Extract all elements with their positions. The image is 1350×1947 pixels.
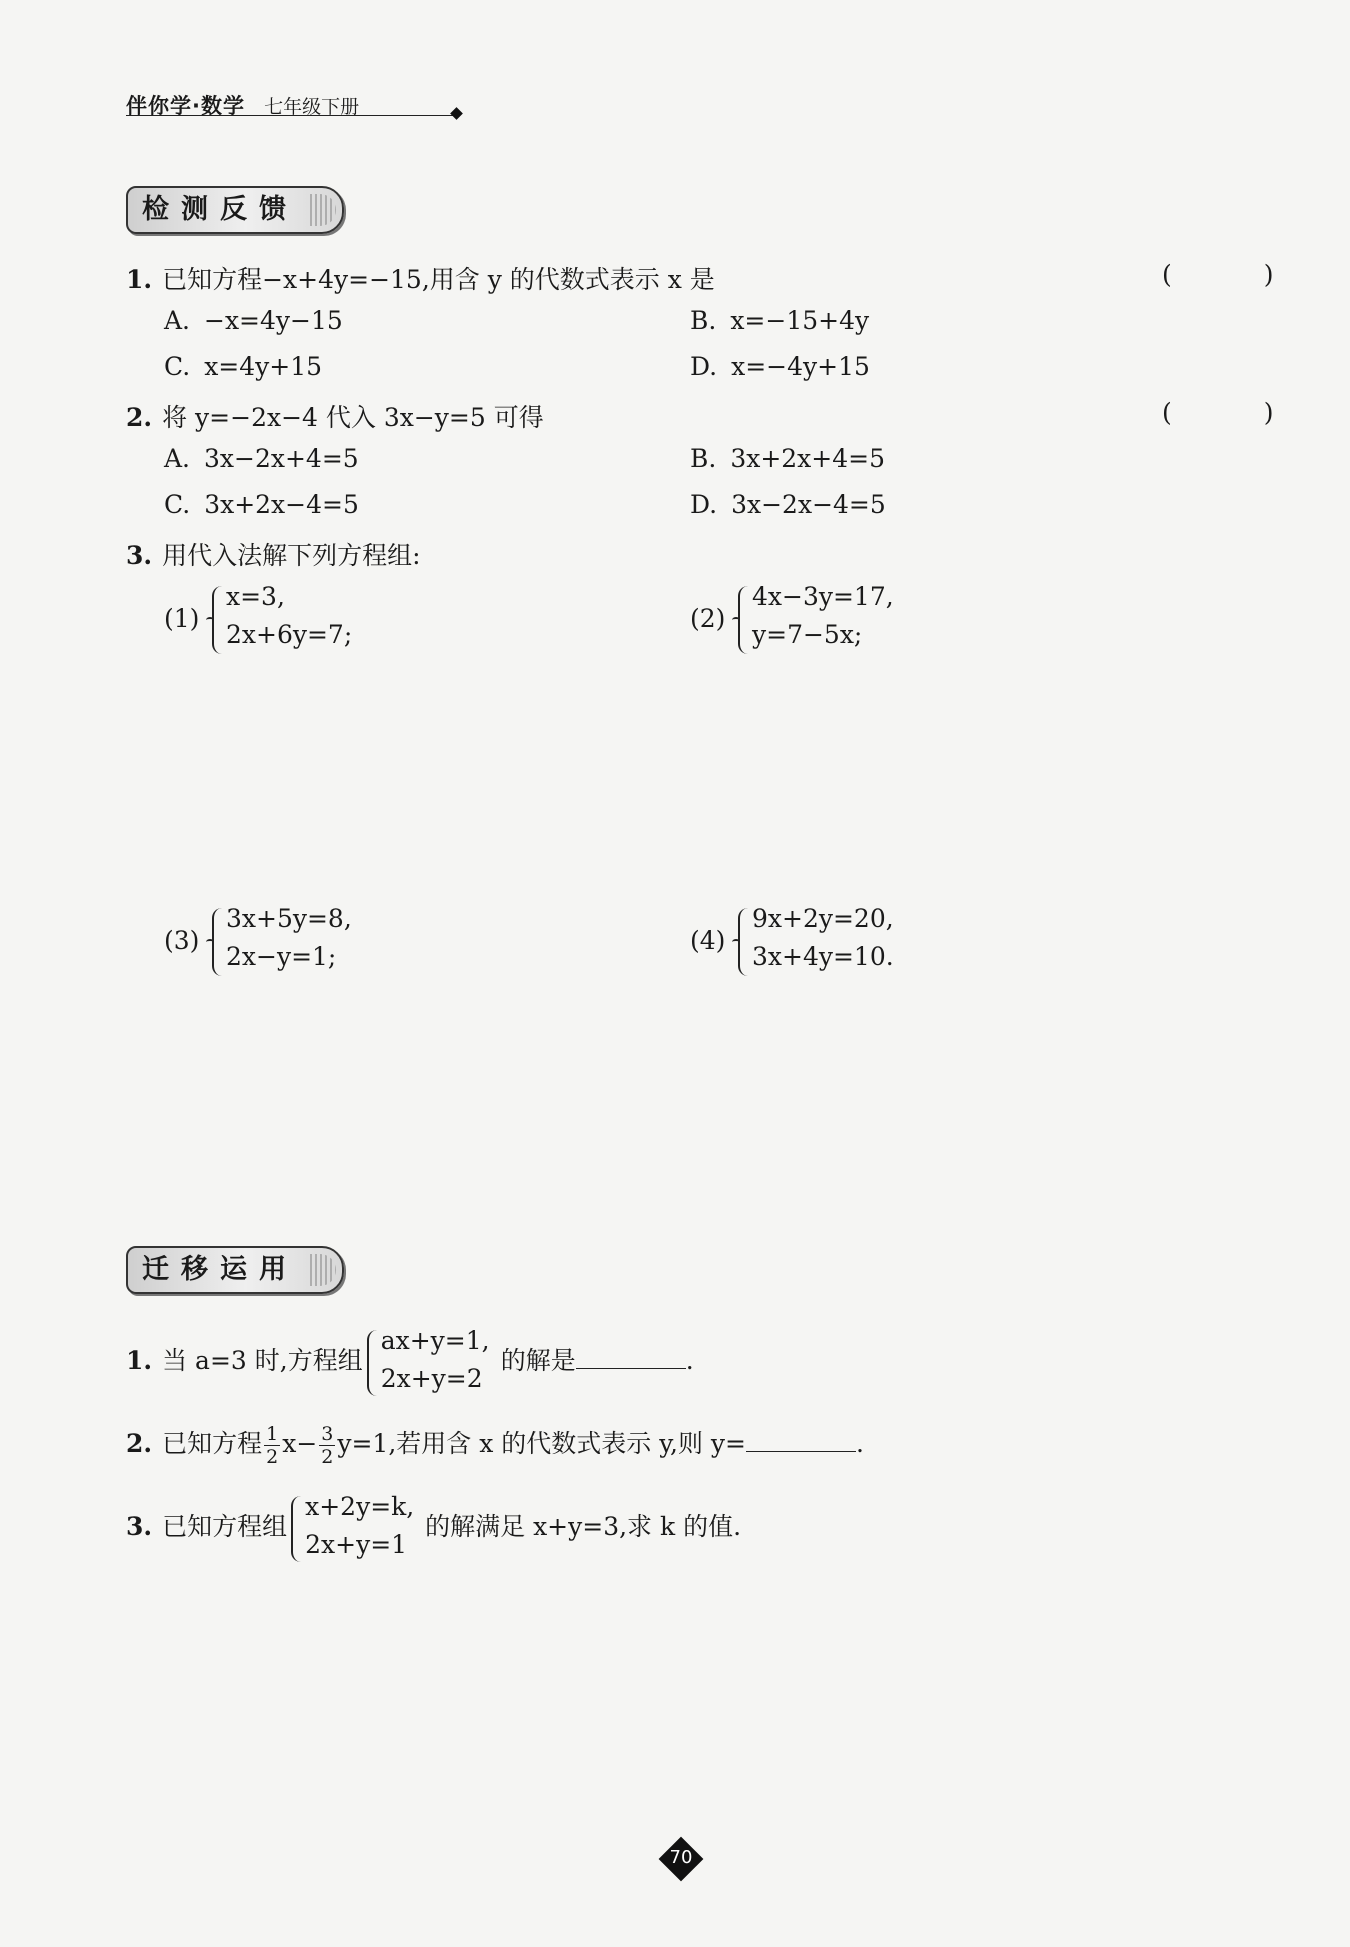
option-letter: C. <box>164 352 191 381</box>
option-text: 3x+2x+4=5 <box>730 444 885 473</box>
brace-icon <box>367 1330 379 1396</box>
option-letter: C. <box>164 490 191 519</box>
option-text: 3x+2x−4=5 <box>204 490 359 519</box>
brace-icon <box>291 1496 303 1562</box>
question-text: 用代入法解下列方程组: <box>162 541 421 570</box>
question-1 <box>126 260 715 296</box>
question-text: 的解是 <box>500 1346 576 1375</box>
section-title: 检测反馈 <box>142 194 298 225</box>
option-a <box>164 306 343 335</box>
system-label: (4) <box>690 926 726 955</box>
question-text: 的解满足 x+y=3,求 k 的值. <box>425 1512 742 1541</box>
application-question-3 <box>126 1488 741 1568</box>
question-text: 已知方程组 <box>162 1512 288 1541</box>
option-text: −x=4y−15 <box>204 306 343 335</box>
equation-line-1: 4x−3y=17, <box>752 582 894 611</box>
system-label: (2) <box>690 604 726 633</box>
question-text: y=1,若用含 x 的代数式表示 y,则 y= <box>337 1429 746 1458</box>
question-number: 3. <box>126 1512 153 1541</box>
option-letter: A. <box>164 444 191 473</box>
page-number-badge <box>659 1837 703 1881</box>
equation-line-2: y=7−5x; <box>752 620 863 649</box>
equation-line-2: 2x+6y=7; <box>226 620 353 649</box>
fraction-one-half <box>264 1423 280 1468</box>
option-text: 3x−2x−4=5 <box>731 490 886 519</box>
option-a <box>164 444 359 473</box>
denominator: 2 <box>266 1446 279 1468</box>
equation-line-1: x+2y=k, <box>305 1491 415 1521</box>
option-letter: D. <box>690 490 718 519</box>
section-title: 迁移运用 <box>142 1254 298 1285</box>
diamond-icon <box>450 107 463 120</box>
equation-line-2: 3x+4y=10. <box>752 942 894 971</box>
period: . <box>685 1346 694 1375</box>
period: . <box>856 1429 864 1458</box>
question-number: 2. <box>126 1429 153 1458</box>
inline-equation-system <box>367 1326 497 1400</box>
section-badge-feedback <box>126 186 344 234</box>
question-text: 当 a=3 时,方程组 <box>162 1346 363 1375</box>
equation-system-1 <box>164 582 464 662</box>
option-text: 3x−2x+4=5 <box>204 444 359 473</box>
stripes-decoration <box>310 1254 336 1286</box>
option-letter: D. <box>690 352 718 381</box>
numerator: 1 <box>266 1423 279 1445</box>
equation-line-2: 2x+y=2 <box>380 1363 483 1393</box>
brace-icon <box>738 586 750 654</box>
answer-paren: ( ) <box>1162 398 1316 427</box>
equation-line-1: ax+y=1, <box>380 1325 490 1355</box>
option-b <box>690 444 885 473</box>
equation-line-1: x=3, <box>226 582 285 611</box>
equation-line-1: 3x+5y=8, <box>226 904 352 933</box>
system-label: (3) <box>164 926 200 955</box>
question-3 <box>126 536 421 572</box>
answer-blank[interactable] <box>576 1346 686 1369</box>
fraction-three-halves <box>319 1423 335 1468</box>
question-number: 1. <box>126 265 153 294</box>
option-letter: A. <box>164 306 191 335</box>
option-c <box>164 490 359 519</box>
equation-system-2 <box>690 582 990 662</box>
question-number: 3. <box>126 541 153 570</box>
application-question-1 <box>126 1322 694 1402</box>
stripes-decoration <box>310 194 336 226</box>
system-label: (1) <box>164 604 200 633</box>
option-letter: B. <box>690 306 717 335</box>
question-2 <box>126 398 544 434</box>
option-text: x=4y+15 <box>204 352 323 381</box>
equation-system-3 <box>164 904 464 984</box>
option-letter: B. <box>690 444 717 473</box>
section-badge-application <box>126 1246 344 1294</box>
option-text: x=−15+4y <box>730 306 870 335</box>
option-b <box>690 306 869 335</box>
question-text: 已知方程 <box>162 1429 263 1458</box>
numerator: 3 <box>321 1423 334 1445</box>
inline-equation-system <box>291 1492 421 1566</box>
question-text: 将 y=−2x−4 代入 3x−y=5 可得 <box>162 403 544 432</box>
brace-icon <box>212 586 224 654</box>
equation-line-1: 9x+2y=20, <box>752 904 894 933</box>
brace-icon <box>738 908 750 976</box>
option-text: x=−4y+15 <box>731 352 870 381</box>
page-number: 70 <box>669 1847 693 1868</box>
application-question-2 <box>126 1414 864 1476</box>
option-c <box>164 352 322 381</box>
question-text: 已知方程−x+4y=−15,用含 y 的代数式表示 x 是 <box>162 265 715 294</box>
denominator: 2 <box>321 1446 334 1468</box>
running-header <box>126 90 466 120</box>
book-title: 伴你学·数学 <box>126 94 245 118</box>
question-number: 1. <box>126 1346 153 1375</box>
grade-label: 七年级下册 <box>264 96 360 118</box>
brace-icon <box>212 908 224 976</box>
equation-system-4 <box>690 904 990 984</box>
equation-line-2: 2x+y=1 <box>305 1529 408 1559</box>
option-d <box>690 352 870 381</box>
answer-paren: ( ) <box>1162 260 1316 289</box>
answer-blank[interactable] <box>746 1429 856 1452</box>
question-text: x− <box>282 1429 318 1458</box>
equation-line-2: 2x−y=1; <box>226 942 337 971</box>
header-rule <box>126 115 456 116</box>
question-number: 2. <box>126 403 153 432</box>
option-d <box>690 490 886 519</box>
